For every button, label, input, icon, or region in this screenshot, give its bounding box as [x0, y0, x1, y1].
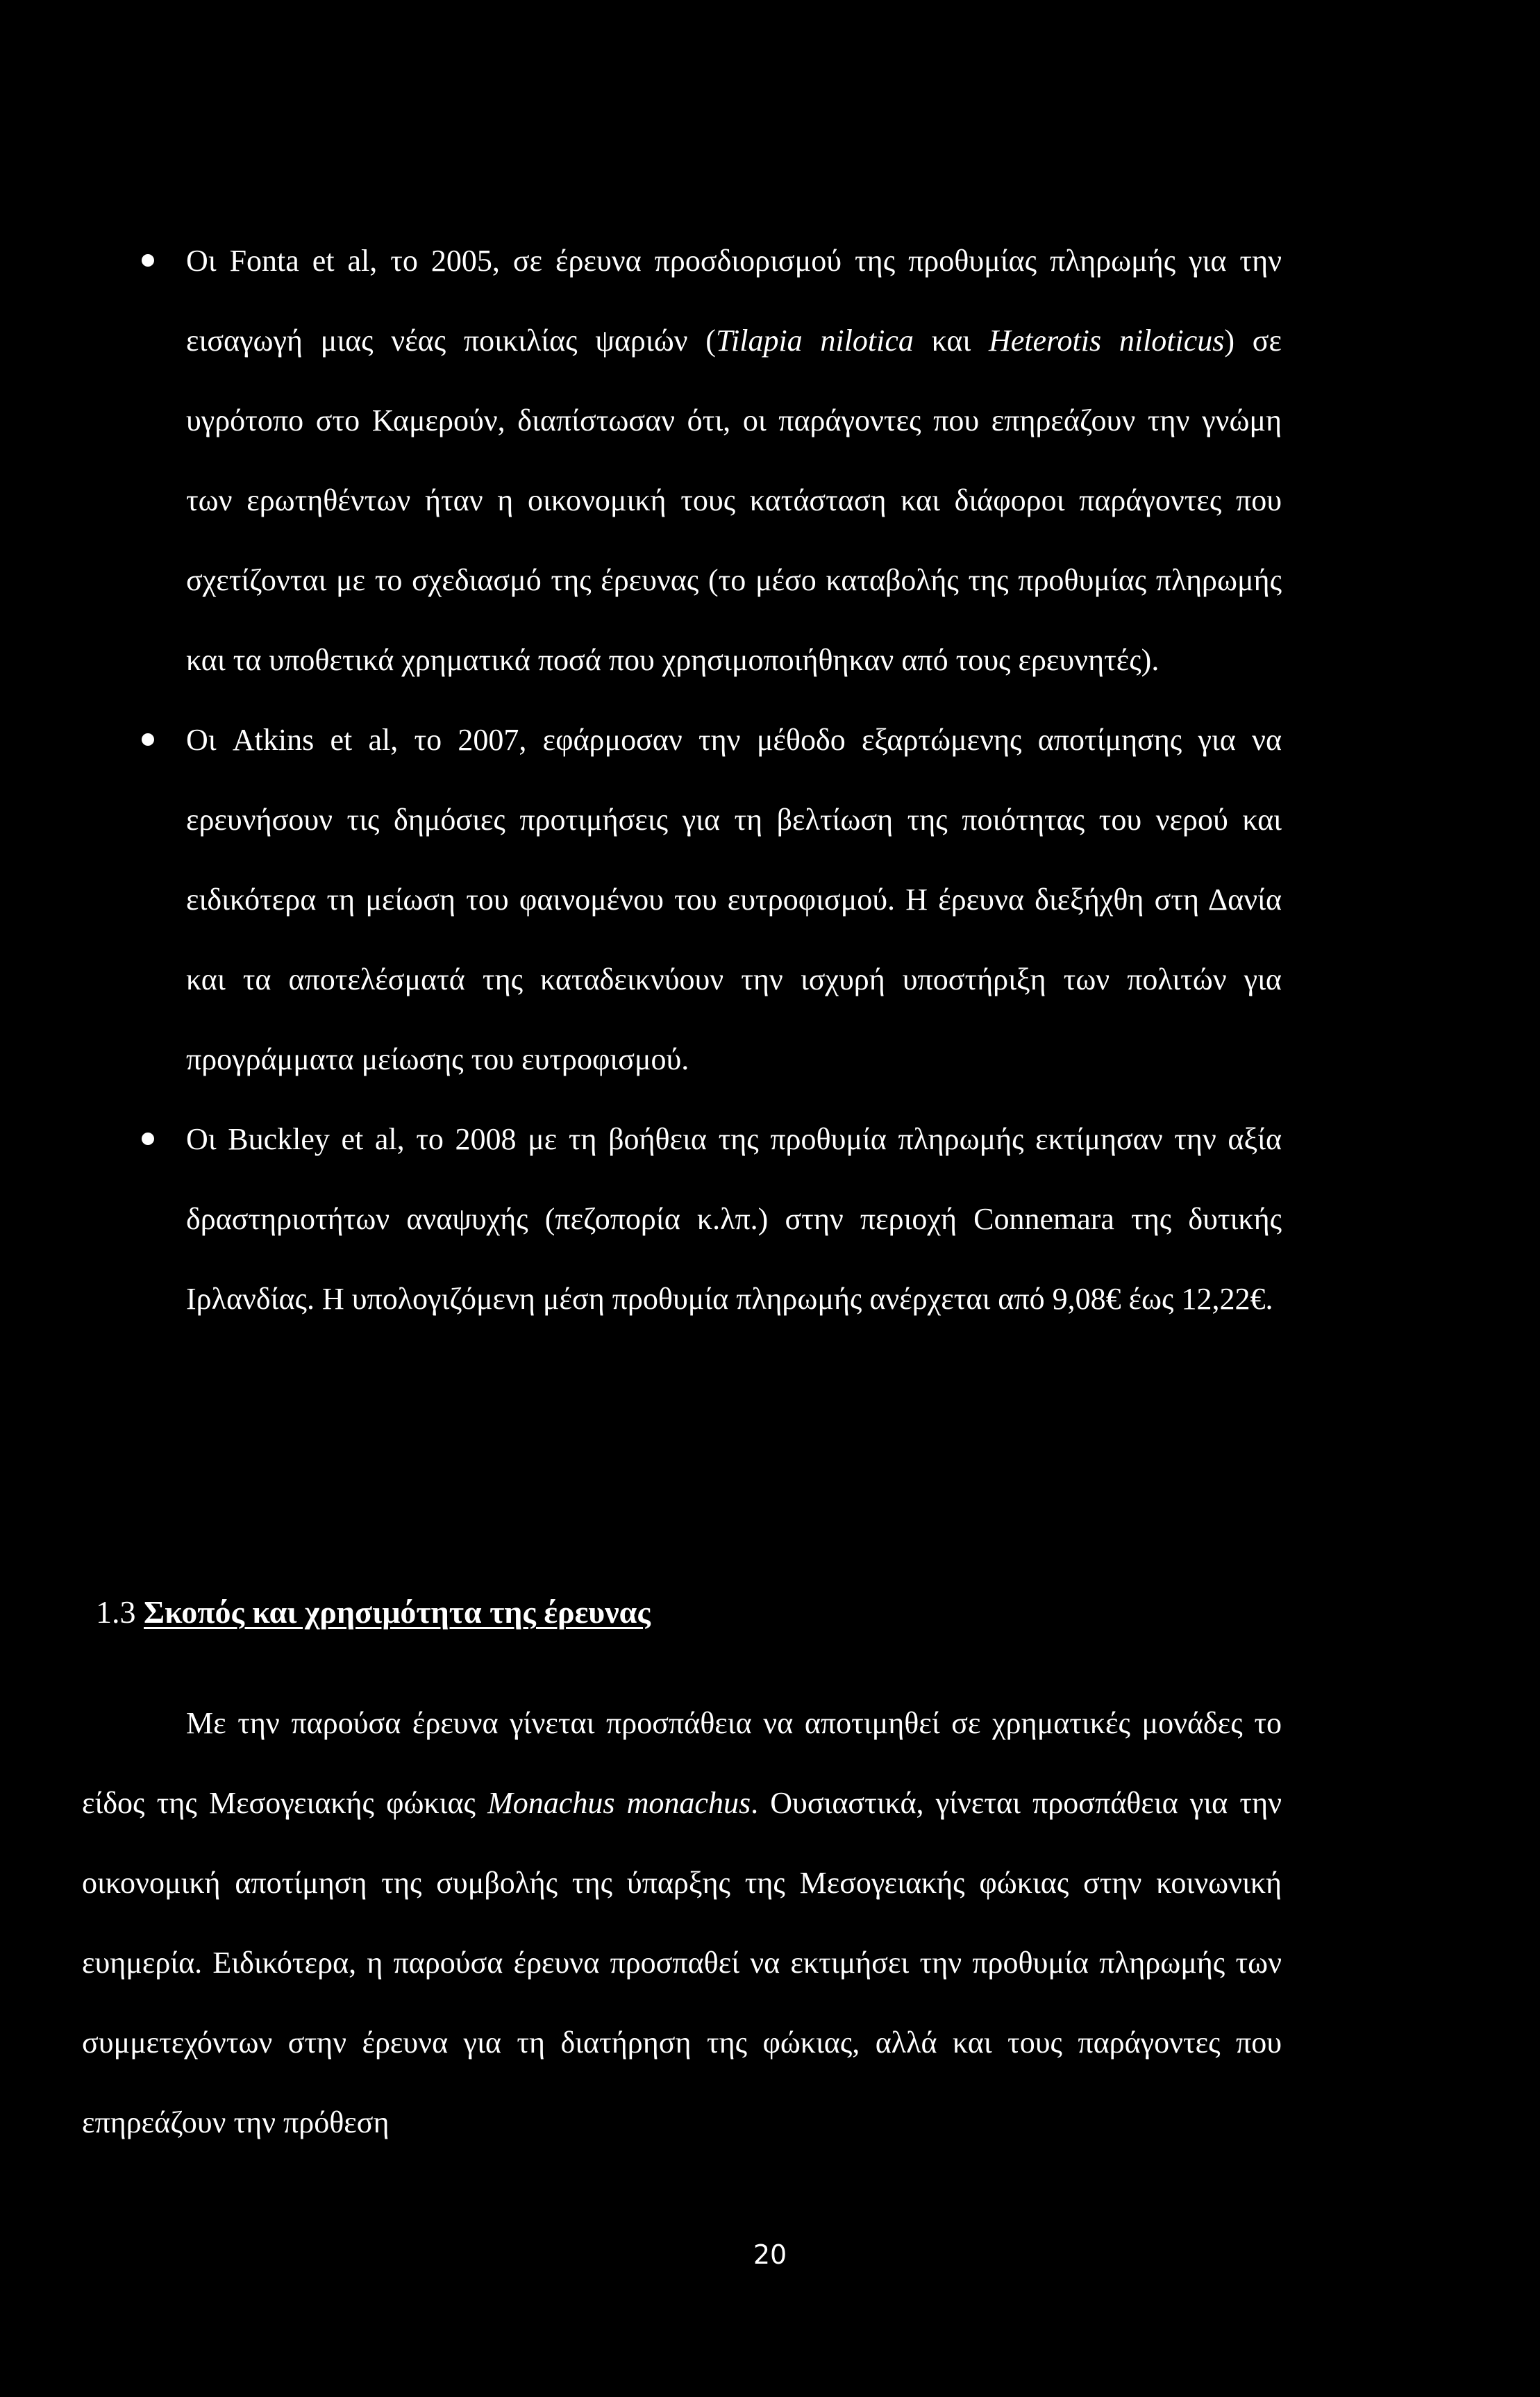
paragraph-text: Με την παρούσα έρευνα γίνεται προσπάθεια να αποτιμηθεί σε χρηματικές μονάδες το είδος της Μεσογειακής φώκιας [82, 1706, 1282, 1820]
bullet-text: Οι Buckley et al, το 2008 με τη βοήθεια της προθυμία πληρωμής εκτίμησαν την αξία δραστηριοτήτων αναψυχής (πεζοπορία κ.λπ.) στην περιοχή Connemara της δυτικής Ιρλανδίας. Η υπολογιζόμενη μέση προθυμία πληρωμής ανέρχεται από 9,08€ έως 12,22€. [186, 1122, 1282, 1316]
page-number: 20 [753, 2239, 787, 2270]
species-name: Heterotis niloticus [989, 324, 1225, 358]
literature-bullet-list [186, 221, 1282, 1339]
bullet-item-fonta [186, 221, 1282, 700]
bullet-icon [142, 254, 154, 267]
bullet-icon [142, 733, 154, 746]
bullet-text: και [913, 324, 989, 358]
bullet-item-buckley [186, 1099, 1282, 1339]
species-name: Monachus monachus [487, 1786, 751, 1820]
section-paragraph [82, 1683, 1282, 2162]
section-number: 1.3 [96, 1594, 136, 1630]
bullet-icon [142, 1133, 154, 1145]
bullet-text: Οι Fonta et al, το 2005, σε έρευνα προσδιορισμού της προθυμίας πληρωμής για την εισαγωγή μιας νέας ποικιλίας ψαριών ( [186, 244, 1282, 358]
bullet-text: ) σε υγρότοπο στο Καμερούν, διαπίστωσαν ότι, οι παράγοντες που επηρεάζουν την γνώμη των ερωτηθέντων ήταν η οικονομική τους κατάσταση και διάφοροι παράγοντες που σχετίζονται με το σχεδιασμό της έρευνας (το μέσο καταβολής της προθυμίας πληρωμής και τα υποθετικά χρηματικά ποσά που χρησιμοποιήθηκαν από τους ερευνητές). [186, 324, 1282, 677]
bullet-text: Οι Atkins et al, το 2007, εφάρμοσαν την μέθοδο εξαρτώμενης αποτίμησης για να ερευνήσουν τις δημόσιες προτιμήσεις για τη βελτίωση της ποιότητας του νερού και ειδικότερα τη μείωση του φαινομένου του ευτροφισμού. Η έρευνα διεξήχθη στη Δανία και τα αποτελέσματά της καταδεικνύουν την ισχυρή υποστήριξη των πολιτών για προγράμματα μείωσης του ευτροφισμού. [186, 723, 1282, 1076]
species-name: Tilapia nilotica [715, 324, 914, 358]
section-heading [96, 1590, 651, 1635]
paragraph-text: . Ουσιαστικά, γίνεται προσπάθεια για την οικονομική αποτίμηση της συμβολής της ύπαρξης της Μεσογειακής φώκιας στην κοινωνική ευημερία. Ειδικότερα, η παρούσα έρευνα προσπαθεί να εκτιμήσει την προθυμία πληρωμής των συμμετεχόντων στην έρευνα για τη διατήρηση της φώκιας, αλλά και τους παράγοντες που επηρεάζουν την πρόθεση [82, 1786, 1282, 2139]
bullet-item-atkins [186, 700, 1282, 1099]
section-title: Σκοπός και χρησιμότητα της έρευνας [144, 1594, 651, 1630]
